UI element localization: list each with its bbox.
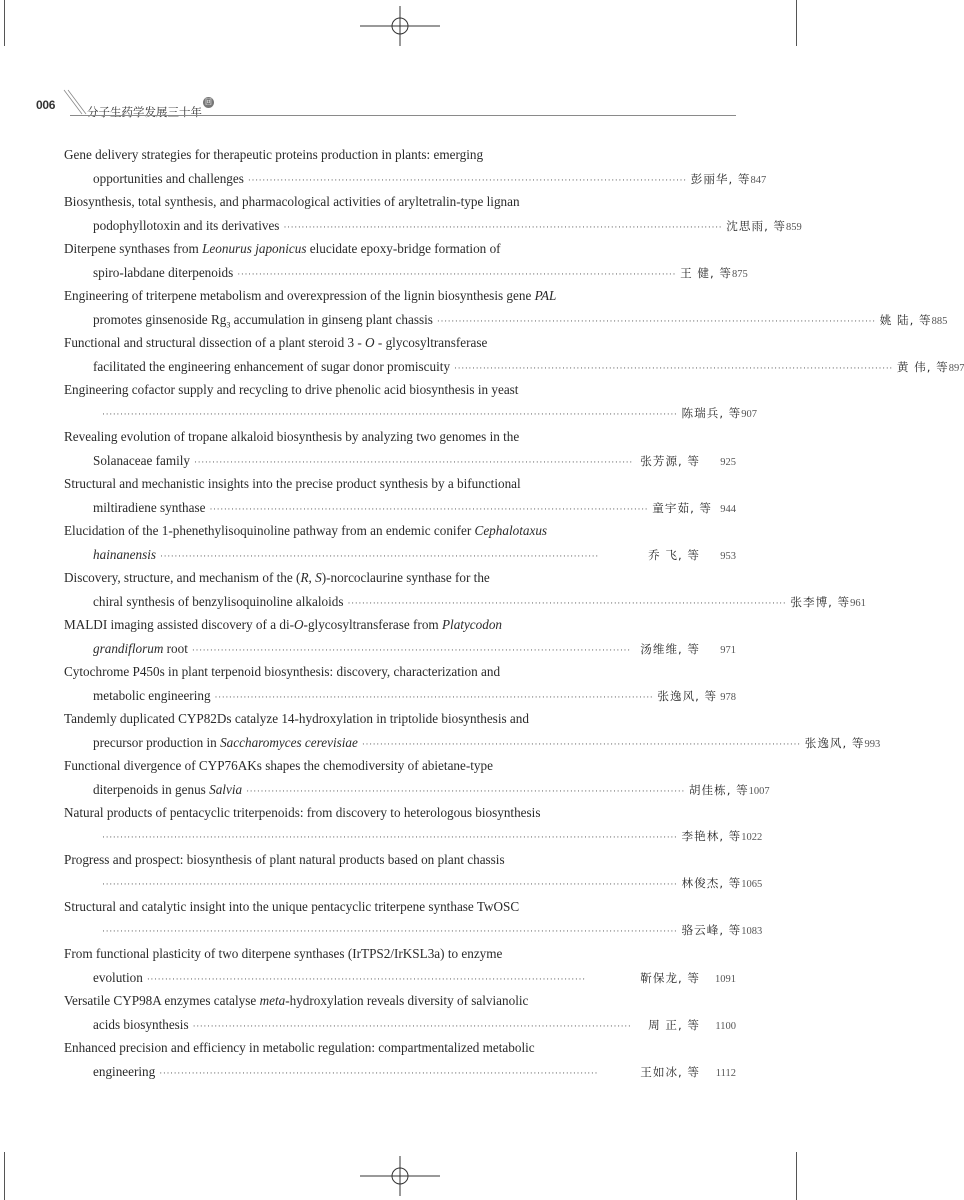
entry-author: 姚 陆, 等 [879,312,932,327]
toc-entry[interactable] [64,428,736,475]
dot-leader: ·························································································································· [209,503,649,514]
entry-title: Natural products of pentacyclic triterpenoids: from discovery to heterologous biosynthesis [64,805,541,820]
entry-page: 1100 [715,1020,736,1032]
running-title: 分子生药学发展三十年回顾 [87,98,212,119]
entry-title-continued: engineering [93,1063,156,1079]
entry-page: 859 [786,221,802,233]
entry-author: 林俊杰, 等 [681,875,742,890]
entry-title-continued: opportunities and challenges [93,170,244,186]
page-number: 006 [36,98,56,112]
toc-entry[interactable] [64,193,802,240]
entry-title: Enhanced precision and efficiency in metabolic regulation: compartmentalized metabolic [64,1040,535,1055]
entry-page: 1091 [715,973,736,985]
dot-leader: ································································································································································ [102,878,678,889]
entry-title: Functional divergence of CYP76AKs shapes the chemodiversity of abietane-type [64,758,493,773]
crop-mark [4,0,5,46]
header-badge: 回顾 [205,98,212,117]
entry-title-continued: acids biosynthesis [93,1016,189,1032]
entry-page: 961 [850,597,866,609]
entry-title: From functional plasticity of two diterpene synthases (IrTPS2/IrKSL3a) to enzyme [64,946,503,961]
dot-leader: ·························································································································· [347,597,787,608]
toc-entry[interactable] [64,287,948,334]
toc-entry[interactable] [64,475,736,522]
dot-leader: ································································································································································ [102,408,678,419]
toc-entry[interactable] [64,992,736,1039]
entry-page: 1065 [741,878,763,890]
entry-title-continued: diterpenoids in genus Salvia [93,781,243,797]
dot-leader: ·························································································································· [436,315,876,326]
toc-entry[interactable] [64,945,736,992]
entry-author: 彭丽华, 等 [690,171,751,186]
header-slash-ornament [62,90,90,116]
toc-entry[interactable] [64,381,758,428]
entry-author: 李艳林, 等 [681,828,742,843]
entry-page: 1112 [715,1067,736,1079]
entry-page: 847 [750,174,767,186]
entry-title-continued: evolution [93,969,143,985]
entry-author: 童宇茹, 等 [652,500,713,515]
entry-title: Engineering of triterpene metabolism and overexpression of the lignin biosynthesis gene PAL [64,288,557,303]
entry-author: 王如冰, 等 [640,1064,700,1079]
entry-page: 978 [720,691,736,703]
entry-title-continued: hainanensis [93,546,157,562]
entry-author: 汤维维, 等 [640,641,700,656]
toc-entry[interactable] [64,1039,736,1086]
entry-title-continued: podophyllotoxin and its derivatives [93,217,280,233]
dot-leader: ································································································································································ [102,925,678,936]
entry-author: 陈瑞兵, 等 [681,405,742,420]
entry-author: 周 正, 等 [648,1017,700,1032]
entry-title: Diterpene synthases from Leonurus japonicus elucidate epoxy-bridge formation of [64,241,501,256]
entry-title: Structural and mechanistic insights into the precise product synthesis by a bifunctional [64,476,521,491]
entry-title: Engineering cofactor supply and recycling to drive phenolic acid biosynthesis in yeast [64,382,519,397]
dot-leader: ·························································································································· [361,738,801,749]
registration-mark-bottom [360,1156,440,1196]
entry-page: 1083 [741,925,763,937]
entry-title: Structural and catalytic insight into the unique pentacyclic triterpene synthase TwOSC [64,899,520,914]
entry-title: Discovery, structure, and mechanism of the (R, S)-norcoclaurine synthase for the [64,570,490,585]
dot-leader: ·························································································································· [246,785,685,796]
entry-page: 971 [720,644,736,656]
crop-mark [796,1152,797,1200]
entry-title: Biosynthesis, total synthesis, and pharmacological activities of aryltetralin-type lignan [64,194,520,209]
entry-page: 897 [948,362,964,374]
entry-author: 胡佳栋, 等 [688,782,749,797]
entry-author: 王 健, 等 [680,265,732,280]
entry-author: 张芳源, 等 [640,453,700,468]
dot-leader: ·························································································································· [160,550,599,561]
toc-entry[interactable] [64,569,866,616]
entry-title-continued: grandiflorum root [93,640,188,656]
entry-page: 925 [720,456,736,468]
entry-title: MALDI imaging assisted discovery of a di-O-glycosyltransferase from Platycodon [64,617,503,632]
entry-page: 993 [864,738,881,750]
entry-page: 875 [731,268,748,280]
toc-entry[interactable] [64,240,748,287]
toc-entry[interactable] [64,146,767,193]
entry-page: 1007 [748,785,770,797]
running-header [36,96,736,119]
entry-title: Versatile CYP98A enzymes catalyse meta-hydroxylation reveals diversity of salvianolic [64,993,529,1008]
entry-title: Gene delivery strategies for therapeutic proteins production in plants: emerging [64,147,484,162]
entry-title-continued: precursor production in Saccharomyces cerevisiae [93,734,358,750]
dot-leader: ·························································································································· [194,456,633,467]
toc-entry[interactable] [64,663,736,710]
dot-leader: ·························································································································· [159,1067,599,1078]
toc-entry[interactable] [64,757,770,804]
entry-title-continued: miltiradiene synthase [93,499,206,515]
entry-author: 骆云峰, 等 [681,922,742,937]
entry-title: Functional and structural dissection of a plant steroid 3 - O - glycosyltransferase [64,335,488,350]
dot-leader: ·························································································································· [237,268,677,279]
table-of-contents [64,146,964,1086]
entry-page: 907 [741,408,758,420]
entry-page: 944 [720,503,736,515]
entry-title-continued: Solanaceae family [93,452,191,468]
crop-mark [4,1152,5,1200]
entry-author: 乔 飞, 等 [648,547,700,562]
entry-title: Elucidation of the 1-phenethylisoquinoline pathway from an endemic conifer Cephalotaxus [64,523,548,538]
entry-author: 张逸风, 等 [804,735,865,750]
entry-title: Progress and prospect: biosynthesis of plant natural products based on plant chassis [64,852,505,867]
dot-leader: ·························································································································· [192,1020,632,1031]
entry-author: 黄 伟, 等 [896,359,949,374]
dot-leader: ·························································································································· [146,973,586,984]
toc-entry[interactable] [64,334,964,381]
dot-leader: ·························································································································· [283,221,723,232]
entry-title-continued: facilitated the engineering enhancement of sugar donor promiscuity [93,358,451,374]
entry-title-continued: metabolic engineering [93,687,211,703]
entry-title-continued: spiro-labdane diterpenoids [93,264,234,280]
entry-page: 885 [931,315,948,327]
toc-entry[interactable] [64,616,736,663]
entry-page: 1022 [741,831,763,843]
entry-title: Revealing evolution of tropane alkaloid biosynthesis by analyzing two genomes in the [64,429,520,444]
entry-author: 张李博, 等 [790,594,851,609]
entry-page: 953 [720,550,736,562]
dot-leader: ·························································································································· [214,691,654,702]
toc-entry[interactable] [64,851,763,898]
registration-mark-top [360,6,440,46]
entry-title: Cytochrome P450s in plant terpenoid biosynthesis: discovery, characterization and [64,664,501,679]
toc-entry[interactable] [64,898,763,945]
entry-author: 张逸风, 等 [657,688,718,703]
toc-entry[interactable] [64,710,881,757]
dot-leader: ·························································································································· [454,362,893,373]
crop-mark [796,0,797,46]
header-rule [70,115,736,116]
dot-leader: ································································································································································ [102,831,678,842]
entry-title: Tandemly duplicated CYP82Ds catalyze 14-hydroxylation in triptolide biosynthesis and [64,711,529,726]
entry-title-continued: chiral synthesis of benzylisoquinoline alkaloids [93,593,344,609]
toc-entry[interactable] [64,522,736,569]
entry-author: 沈思雨, 等 [726,218,787,233]
toc-entry[interactable] [64,804,763,851]
dot-leader: ·························································································································· [247,174,687,185]
entry-title-continued: promotes ginsenoside $Rg_3$ accumulation in ginseng plant chassis [93,311,433,330]
entry-author: 靳保龙, 等 [640,970,700,985]
dot-leader: ·························································································································· [191,644,631,655]
